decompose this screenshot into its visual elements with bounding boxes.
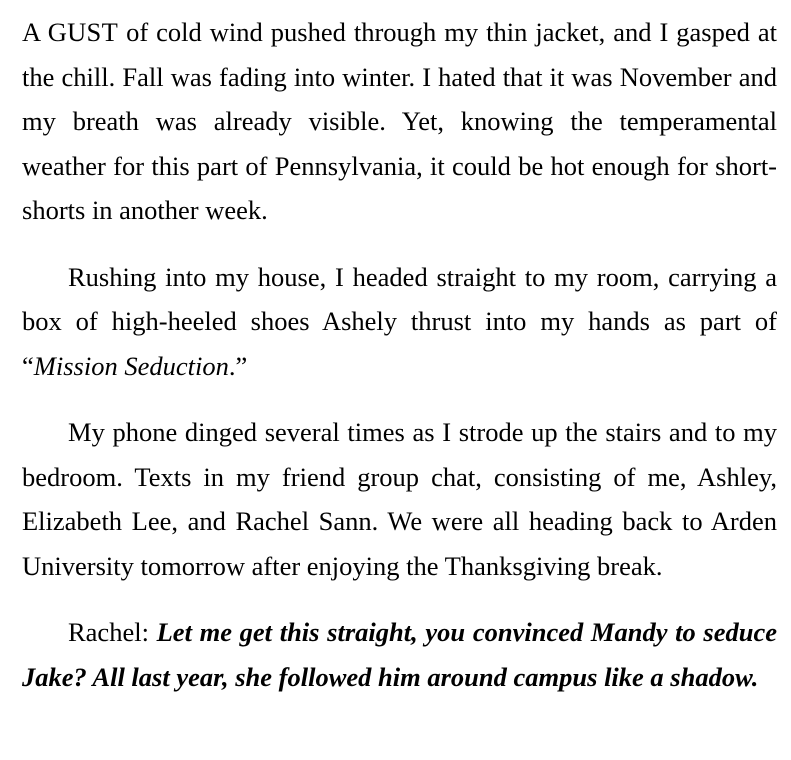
paragraph-2-italic-phrase: Mission Seduction: [33, 350, 229, 381]
paragraph-3: [22, 410, 777, 588]
paragraph-1-smallcaps-word: GUST: [47, 17, 119, 47]
paragraph-3-body: My phone dinged several times as I strode up the stairs and to my bedroom. Texts in my friend group chat, consisting of me, Ashley, Elizabeth Lee, and Rachel Sann. We were all heading back to Arden University tomorrow after enjoying the Thanksgiving break.: [22, 417, 777, 581]
paragraph-4: [22, 610, 777, 699]
paragraph-2-text-after-italic: .”: [228, 350, 248, 381]
paragraph-2: [22, 255, 777, 389]
paragraph-1-lead-word: A: [22, 17, 40, 47]
paragraph-1: [22, 10, 777, 233]
paragraph-4-message: Let me get this straight, you convinced Mandy to seduce Jake? All last year, she followed him around campus like a shadow.: [22, 617, 778, 692]
paragraph-1-body: of cold wind pushed through my thin jacket, and I gasped at the chill. Fall was fading into winter. I hated that it was November and my breath was already visible. Yet, knowing the temperamental weather for this part of Pennsylvania, it could be hot enough for short-shorts in another week.: [22, 17, 778, 225]
paragraph-2-text-before-italic: Rushing into my house, I headed straight to my room, carrying a box of high-heeled shoes Ashely thrust into my hands as part of “: [22, 261, 777, 381]
paragraph-4-speaker: Rachel:: [68, 617, 157, 647]
